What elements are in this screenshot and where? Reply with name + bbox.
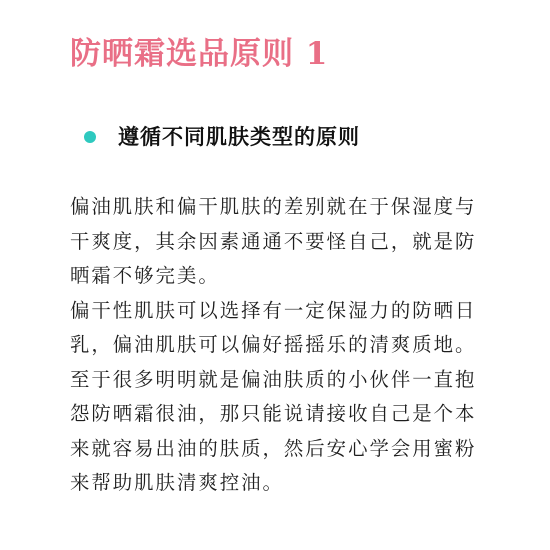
body-line: 怨防晒霜很油，那只能说请接收自己是个本 <box>70 402 477 425</box>
page-title: 防晒霜选品原则 1 <box>70 36 329 72</box>
body-line: 来就容易出油的肤质，然后安心学会用蜜粉 <box>70 436 477 460</box>
article-body <box>70 190 490 501</box>
body-line: 干爽度，其余因素通通不要怪自己，就是防 <box>70 229 477 253</box>
body-line: 偏油肌肤和偏干肌肤的差别就在于保湿度与 <box>70 195 477 218</box>
body-line: 晒霜不够完美。 <box>70 264 220 287</box>
bullet-dot-icon <box>84 131 96 143</box>
body-line: 乳，偏油肌肤可以偏好摇摇乐的清爽质地。 <box>70 333 477 356</box>
section-heading <box>84 119 360 155</box>
body-line: 来帮助肌肤清爽控油。 <box>70 471 284 494</box>
body-line: 偏干性肌肤可以选择有一定保湿力的防晒日 <box>70 298 477 322</box>
section-heading-text: 遵循不同肌肤类型的原则 <box>118 125 360 149</box>
body-line: 至于很多明明就是偏油肤质的小伙伴一直抱 <box>70 367 477 391</box>
